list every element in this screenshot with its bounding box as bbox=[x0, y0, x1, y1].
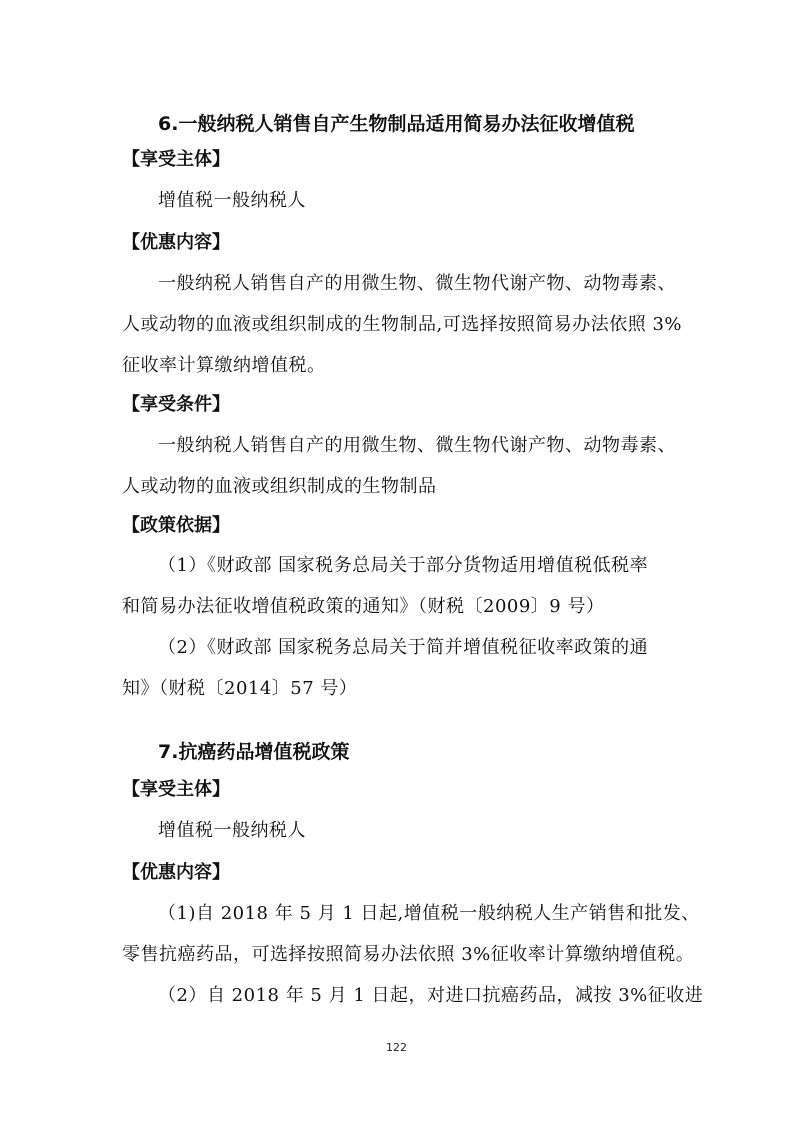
section-6-condition-line: 人或动物的血液或组织制成的生物制品 bbox=[122, 476, 437, 497]
section-7-content-line: 零售抗癌药品，可选择按照简易办法依照 3%征收率计算缴纳增值税。 bbox=[122, 944, 695, 965]
section-7-content-heading: 【优惠内容】 bbox=[122, 862, 230, 883]
section-6-content-line: 征收率计算缴纳增值税。 bbox=[122, 355, 326, 376]
page-number: 122 bbox=[386, 1041, 407, 1054]
section-7-subject-text: 增值税一般纳税人 bbox=[158, 820, 306, 841]
section-7-content-line: （2）自 2018 年 5 月 1 日起，对进口抗癌药品，减按 3%征收进 bbox=[158, 985, 704, 1006]
section-6-basis-line: （1）《财政部 国家税务总局关于部分货物适用增值税低税率 bbox=[158, 555, 649, 576]
section-6-title: 6.一般纳税人销售自产生物制品适用简易办法征收增值税 bbox=[158, 113, 635, 135]
section-6-subject-text: 增值税一般纳税人 bbox=[158, 190, 306, 211]
section-6-condition-heading: 【享受条件】 bbox=[122, 394, 230, 415]
section-6-content-line: 一般纳税人销售自产的用微生物、微生物代谢产物、动物毒素、 bbox=[158, 273, 676, 294]
section-6-condition-line: 一般纳税人销售自产的用微生物、微生物代谢产物、动物毒素、 bbox=[158, 435, 676, 456]
section-6-content-line: 人或动物的血液或组织制成的生物制品,可选择按照简易办法依照 3% bbox=[122, 314, 682, 335]
section-7-title: 7.抗癌药品增值税政策 bbox=[158, 741, 350, 763]
section-6-basis-heading: 【政策依据】 bbox=[122, 515, 230, 536]
section-6-basis-line: 知》（财税〔2014〕57 号） bbox=[122, 678, 358, 699]
section-7-subject-heading: 【享受主体】 bbox=[122, 779, 230, 800]
section-6-basis-line: 和简易办法征收增值税政策的通知》（财税〔2009〕9 号） bbox=[122, 596, 605, 617]
section-6-content-heading: 【优惠内容】 bbox=[122, 232, 230, 253]
section-7-content-line: （1)自 2018 年 5 月 1 日起,增值税一般纳税人生产销售和批发、 bbox=[158, 903, 700, 924]
section-6-subject-heading: 【享受主体】 bbox=[122, 149, 230, 170]
section-6-basis-line: （2）《财政部 国家税务总局关于简并增值税征收率政策的通 bbox=[158, 637, 649, 658]
